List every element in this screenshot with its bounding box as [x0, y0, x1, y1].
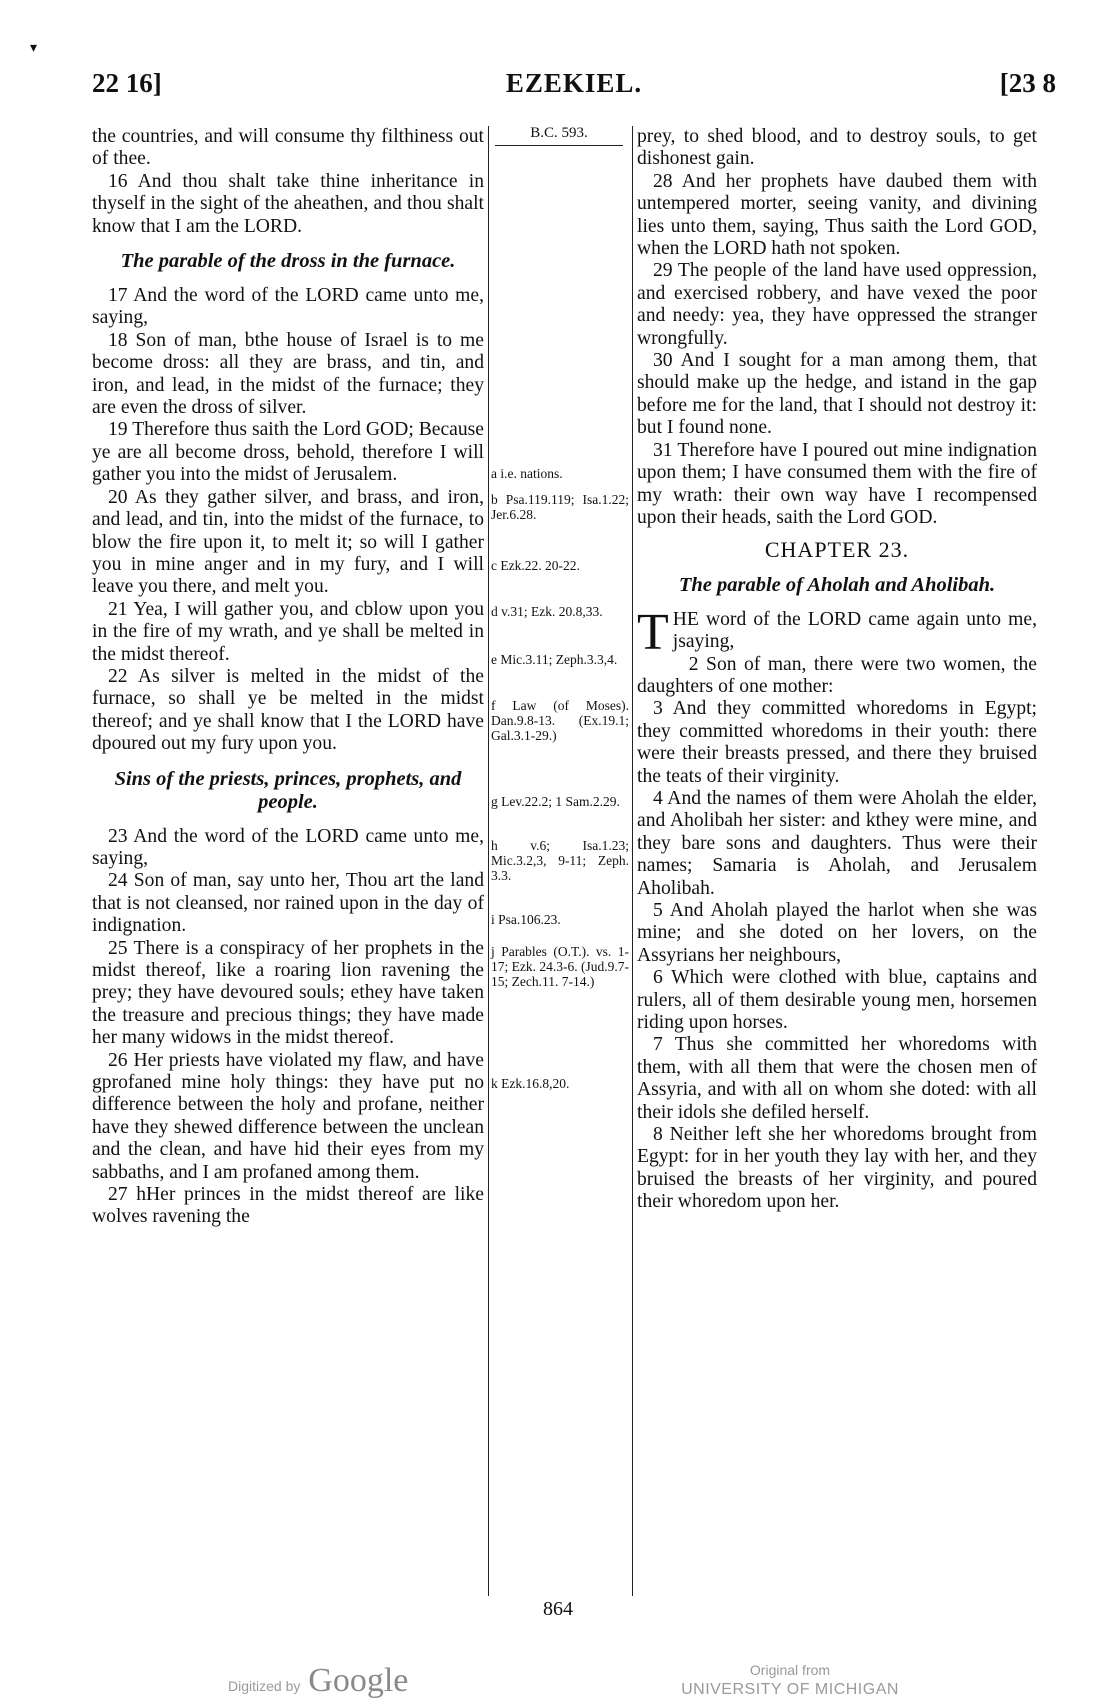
reference-note: b Psa.119.119; Isa.1.22; Jer.6.28. — [491, 492, 629, 522]
reference-note: g Lev.22.2; 1 Sam.2.29. — [491, 794, 620, 809]
verse-paragraph: 24 Son of man, say unto her, Thou art the land that is not cleansed, nor rained upon in the day of indignation. — [92, 870, 484, 937]
digitized-watermark — [228, 1662, 408, 1700]
verse-paragraph: 18 Son of man, bthe house of Israel is to me become dross: all they are brass, and tin, and iron, and lead, in the midst of the furnace; they are even the dross of silver. — [92, 329, 484, 419]
left-text-column — [92, 126, 489, 1596]
header-chapter-verse-end: [23 8 — [999, 68, 1056, 98]
verse-paragraph: 21 Yea, I will gather you, and cblow upon you in the fire of my wrath, and ye shall be melted in the midst thereof. — [92, 598, 484, 665]
google-logo: Google — [308, 1662, 409, 1699]
verse-text: HE word of the LORD came again unto me, jsaying, — [672, 608, 1037, 653]
reference-note: i Psa.106.23. — [491, 912, 561, 927]
verse-paragraph: 31 Therefore have I poured out mine indignation upon them; I have consumed them with the fire of my wrath: their own way have I recompensed upon their heads, saith the Lord GOD. — [637, 439, 1037, 528]
verse-paragraph: 16 And thou shalt take thine inheritance in thyself in the sight of the aheathen, and thou shalt know that I am the LORD. — [92, 170, 484, 237]
reference-note: e Mic.3.11; Zeph.3.3,4. — [491, 652, 618, 667]
margin-references — [489, 126, 629, 1596]
corner-mark: ▾ — [30, 41, 38, 56]
verse-paragraph: 30 And I sought for a man among them, that should make up the hedge, and istand in the gap before me for the land, that I should not destroy it: but I found none. — [637, 350, 1037, 439]
digitized-label: Digitized by — [228, 1678, 301, 1694]
verse-paragraph: the countries, and will consume thy filthiness out of thee. — [92, 126, 484, 170]
verse-paragraph: 6 Which were clothed with blue, captains and rulers, all of them desirable young men, horsemen riding upon horses. — [637, 967, 1037, 1034]
verse-paragraph: 4 And the names of them were Aholah the elder, and Aholibah her sister: and kthey were mine, and they bare sons and daughters. Thus were their names; Samaria is Aholah, and Jerusalem Aholibah. — [637, 787, 1037, 899]
source-watermark — [670, 1660, 910, 1700]
verse-paragraph: 23 And the word of the LORD came unto me, saying, — [92, 825, 484, 869]
section-heading: The parable of Aholah and Aholibah. — [678, 573, 996, 596]
verse-paragraph: 22 As silver is melted in the midst of the furnace, so shall ye be melted in the midst thereof; and ye shall know that I the LORD have dpoured out my fury upon you. — [92, 665, 484, 755]
reference-note: d v.31; Ezk. 20.8,33. — [491, 604, 603, 619]
verse-paragraph: 2 Son of man, there were two women, the daughters of one mother: — [637, 653, 1037, 697]
header-chapter-verse-start: 22 16] — [92, 68, 162, 98]
reference-note: h v.6; Isa.1.23; Mic.3.2,3, 9-11; Zeph. 3.3. — [491, 838, 629, 883]
book-title: EZEKIEL. — [505, 68, 643, 98]
reference-note: j Parables (O.T.). vs. 1-17; Ezk. 24.3-6. (Jud.9.7-15; Zech.11. 7-14.) — [491, 944, 629, 989]
verse-paragraph: 8 Neither left she her whoredoms brought from Egypt: for in her youth they lay with her, and they bruised the breasts of her virginity, and poured their whoredom upon her. — [637, 1124, 1037, 1213]
drop-cap: T — [637, 603, 669, 661]
reference-note: a i.e. nations. — [491, 466, 563, 481]
reference-note: k Ezk.16.8,20. — [491, 1076, 570, 1091]
chapter-opening-paragraph — [637, 603, 1037, 661]
original-from-label: Original from — [749, 1662, 831, 1678]
verse-paragraph: 25 There is a conspiracy of her prophets in the midst thereof, like a roaring lion ravening the prey; they have devoured souls; ethey have taken the treasure and precious things; they have made her many widows in the midst thereof. — [92, 937, 484, 1049]
date-note: B.C. 593. — [495, 126, 623, 146]
institution-name: UNIVERSITY OF MICHIGAN — [681, 1681, 899, 1698]
page-number: 864 — [543, 1598, 573, 1620]
verse-paragraph: 7 Thus she committed her whoredoms with them, with all them that were the chosen men of Assyria, and with all on whom she doted: with all their idols she defiled herself. — [637, 1034, 1037, 1123]
verse-paragraph: 19 Therefore thus saith the Lord GOD; Because ye are all become dross, behold, therefore I will gather you into the midst of Jerusalem. — [92, 419, 484, 486]
verse-paragraph: 28 And her prophets have daubed them with untempered morter, seeing vanity, and divining lies unto them, saying, Thus saith the Lord GOD, when the LORD hath not spoken. — [637, 170, 1037, 260]
section-heading: Sins of the priests, princes, prophets, and people. — [114, 767, 462, 813]
verse-paragraph: 26 Her priests have violated my flaw, and have gprofaned mine holy things: they have put no difference between the holy and profane, neither have they shewed difference between the unclean and the clean, and have hid their eyes from my sabbaths, and I am profaned among them. — [92, 1049, 484, 1183]
verse-paragraph: 17 And the word of the LORD came unto me, saying, — [92, 285, 484, 329]
verse-paragraph: 27 hHer princes in the midst thereof are like wolves ravening the — [92, 1184, 484, 1228]
reference-note: c Ezk.22. 20-22. — [491, 558, 580, 573]
running-head — [92, 68, 1056, 102]
right-text-column — [632, 126, 1037, 1596]
section-heading: The parable of the dross in the furnace. — [120, 250, 456, 273]
verse-paragraph: 29 The people of the land have used oppression, and exercised robbery, and have vexed the poor and needy: yea, they have oppressed the stranger wrongfully. — [637, 260, 1037, 349]
reference-note: f Law (of Moses). Dan.9.8-13. (Ex.19.1; Gal.3.1-29.) — [491, 698, 629, 743]
verse-paragraph: prey, to shed blood, and to destroy souls, to get dishonest gain. — [637, 126, 1037, 170]
chapter-title: CHAPTER 23. — [764, 537, 910, 563]
verse-paragraph: 5 And Aholah played the harlot when she was mine; and she doted on her lovers, on the Assyrians her neighbours, — [637, 900, 1037, 966]
verse-paragraph: 3 And they committed whoredoms in Egypt; they committed whoredoms in their youth: there were their breasts pressed, and there they bruised the teats of their virginity. — [637, 698, 1037, 787]
verse-paragraph: 20 As they gather silver, and brass, and iron, and lead, and tin, into the midst of the furnace, to blow the fire upon it, to melt it; so will I gather you in mine anger and in my fury, and I will leave you there, and melt you. — [92, 486, 484, 598]
